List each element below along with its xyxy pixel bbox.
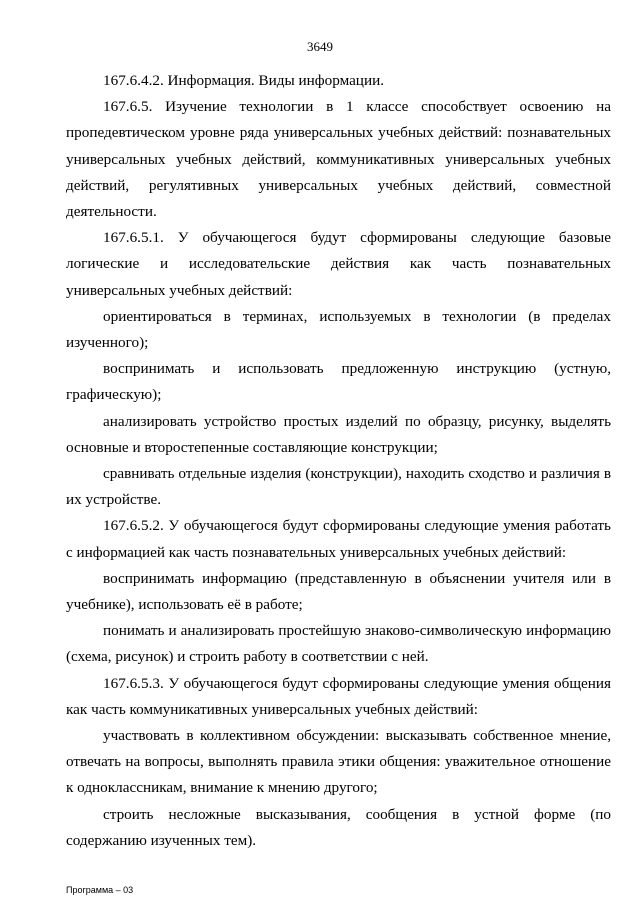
paragraph: 167.6.5.2. У обучающегося будут сформированы следующие умения работать с информацией как часть познавательных универсальных учебных действий:	[66, 517, 611, 561]
document-body	[66, 68, 611, 854]
paragraph: 167.6.5. Изучение технологии в 1 классе способствует освоению на пропедевтическом уровне ряда универсальных учебных действий: познавательных универсальных учебных действий, коммуникативных универсальных учебных действий, регулятивных универсальных учебных действий, совместной деятельности.	[66, 98, 611, 221]
list-item: строить несложные высказывания, сообщения в устной форме (по содержанию изученных тем).	[66, 805, 611, 849]
list-item: участвовать в коллективном обсуждении: высказывать собственное мнение, отвечать на вопросы, выполнять правила этики общения: уважительное отношение к одноклассникам, внимание к мнению другого;	[66, 727, 611, 797]
paragraph: 167.6.5.1. У обучающегося будут сформированы следующие базовые логические и исследовательские действия как часть познавательных универсальных учебных действий:	[66, 229, 611, 299]
list-item: воспринимать и использовать предложенную инструкцию (устную, графическую);	[66, 360, 611, 404]
footer-label: Программа – 03	[66, 885, 134, 895]
paragraph: 167.6.5.3. У обучающегося будут сформированы следующие умения общения как часть коммуникативных универсальных учебных действий:	[66, 674, 611, 718]
list-item: понимать и анализировать простейшую знаково-символическую информацию (схема, рисунок) и строить работу в соответствии с ней.	[66, 622, 611, 666]
list-item: сравнивать отдельные изделия (конструкции), находить сходство и различия в их устройстве.	[66, 465, 611, 509]
list-item: анализировать устройство простых изделий по образцу, рисунку, выделять основные и второстепенные составляющие конструкции;	[66, 412, 611, 456]
section-heading: 167.6.4.2. Информация. Виды информации.	[103, 72, 384, 89]
page-number: 3649	[307, 39, 333, 54]
list-item: воспринимать информацию (представленную в объяснении учителя или в учебнике), использовать её в работе;	[66, 569, 611, 614]
list-item: ориентироваться в терминах, используемых в технологии (в пределах изученного);	[66, 307, 611, 352]
